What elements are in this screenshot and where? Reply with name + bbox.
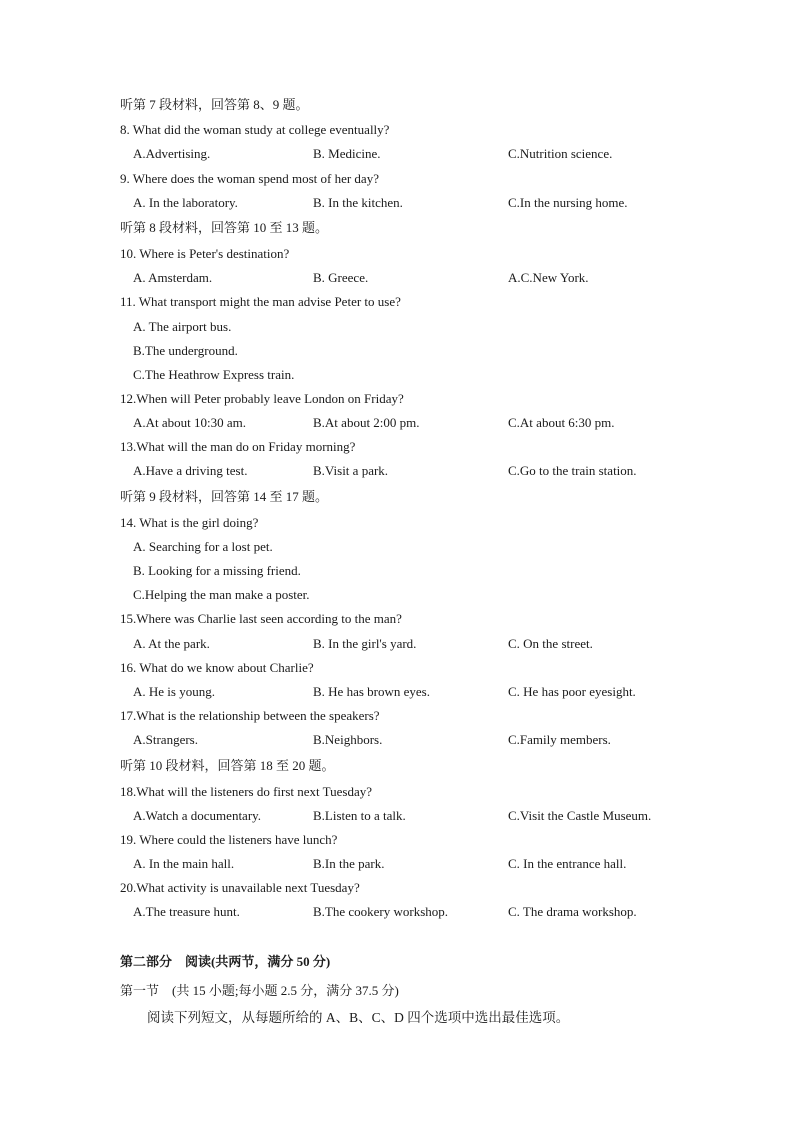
question-13-options	[0, 461, 794, 481]
part-two-title: 第二部分 阅读(共两节，满分 50 分)	[120, 954, 331, 969]
option-c: C. On the street.	[508, 636, 593, 651]
question-20: 20.What activity is unavailable next Tuesday?	[120, 880, 360, 895]
option-a: A.Strangers.	[133, 732, 198, 747]
question-19: 19. Where could the listeners have lunch?	[120, 832, 338, 847]
option-c: C.At about 6:30 pm.	[508, 415, 615, 430]
section-one-title: 第一节 (共 15 小题;每小题 2.5 分，满分 37.5 分)	[120, 983, 399, 998]
question-9-options	[0, 193, 794, 213]
question-11-option-c: C.The Heathrow Express train.	[133, 367, 295, 382]
option-b: B. Medicine.	[313, 146, 381, 161]
option-a: A. In the main hall.	[133, 856, 235, 871]
option-a: A.At about 10:30 am.	[133, 415, 247, 430]
question-18: 18.What will the listeners do first next Tuesday?	[120, 784, 373, 799]
question-15-options	[0, 634, 794, 654]
option-b: B. In the kitchen.	[313, 195, 403, 210]
question-16-options	[0, 682, 794, 702]
option-c: C.Visit the Castle Museum.	[508, 808, 652, 823]
option-a: A.The treasure hunt.	[133, 904, 240, 919]
option-c: C.Family members.	[508, 732, 611, 747]
group-9-header: 听第 9 段材料，回答第 14 至 17 题。	[120, 489, 329, 504]
group-8-header: 听第 8 段材料，回答第 10 至 13 题。	[120, 220, 329, 235]
question-17: 17.What is the relationship between the speakers?	[120, 708, 380, 723]
option-b: B.Visit a park.	[313, 463, 389, 478]
option-a: A. He is young.	[133, 684, 215, 699]
option-b: B.The cookery workshop.	[313, 904, 449, 919]
option-b: B. Greece.	[313, 270, 369, 285]
question-10-options	[0, 268, 794, 288]
question-12-options	[0, 413, 794, 433]
option-b: B.Neighbors.	[313, 732, 383, 747]
question-8: 8. What did the woman study at college eventually?	[120, 122, 390, 137]
question-19-options	[0, 854, 794, 874]
option-a: A.Watch a documentary.	[133, 808, 262, 823]
option-a: A.Advertising.	[133, 146, 211, 161]
question-11: 11. What transport might the man advise Peter to use?	[120, 294, 401, 309]
option-c: C. In the entrance hall.	[508, 856, 627, 871]
question-17-options	[0, 730, 794, 750]
option-b: B.Listen to a talk.	[313, 808, 406, 823]
question-14-option-b: B. Looking for a missing friend.	[133, 563, 301, 578]
option-c: C.Go to the train station.	[508, 463, 637, 478]
reading-instruction: 阅读下列短文，从每题所给的 A、B、C、D 四个选项中选出最佳选项。	[147, 1010, 570, 1025]
group-10-header: 听第 10 段材料，回答第 18 至 20 题。	[120, 758, 335, 773]
question-18-options	[0, 806, 794, 826]
question-10: 10. Where is Peter's destination?	[120, 246, 290, 261]
question-11-option-a: A. The airport bus.	[133, 319, 232, 334]
question-9: 9. Where does the woman spend most of her day?	[120, 171, 379, 186]
option-a: A. In the laboratory.	[133, 195, 238, 210]
option-a: A.Have a driving test.	[133, 463, 248, 478]
option-c: C.In the nursing home.	[508, 195, 628, 210]
option-a: A. At the park.	[133, 636, 210, 651]
question-14-option-a: A. Searching for a lost pet.	[133, 539, 273, 554]
question-14: 14. What is the girl doing?	[120, 515, 259, 530]
option-b: B. In the girl's yard.	[313, 636, 417, 651]
option-b: B.In the park.	[313, 856, 385, 871]
option-c: A.C.New York.	[508, 270, 589, 285]
question-13: 13.What will the man do on Friday morning?	[120, 439, 356, 454]
option-b: B. He has brown eyes.	[313, 684, 430, 699]
option-c: C. He has poor eyesight.	[508, 684, 636, 699]
question-8-options	[0, 144, 794, 164]
question-16: 16. What do we know about Charlie?	[120, 660, 314, 675]
option-c: C.Nutrition science.	[508, 146, 613, 161]
question-15: 15.Where was Charlie last seen according to the man?	[120, 611, 402, 626]
question-20-options	[0, 902, 794, 922]
option-a: A. Amsterdam.	[133, 270, 213, 285]
question-14-option-c: C.Helping the man make a poster.	[133, 587, 310, 602]
question-12: 12.When will Peter probably leave London on Friday?	[120, 391, 404, 406]
option-b: B.At about 2:00 pm.	[313, 415, 420, 430]
question-11-option-b: B.The underground.	[133, 343, 238, 358]
option-c: C. The drama workshop.	[508, 904, 637, 919]
group-7-header: 听第 7 段材料，回答第 8、9 题。	[120, 97, 309, 112]
